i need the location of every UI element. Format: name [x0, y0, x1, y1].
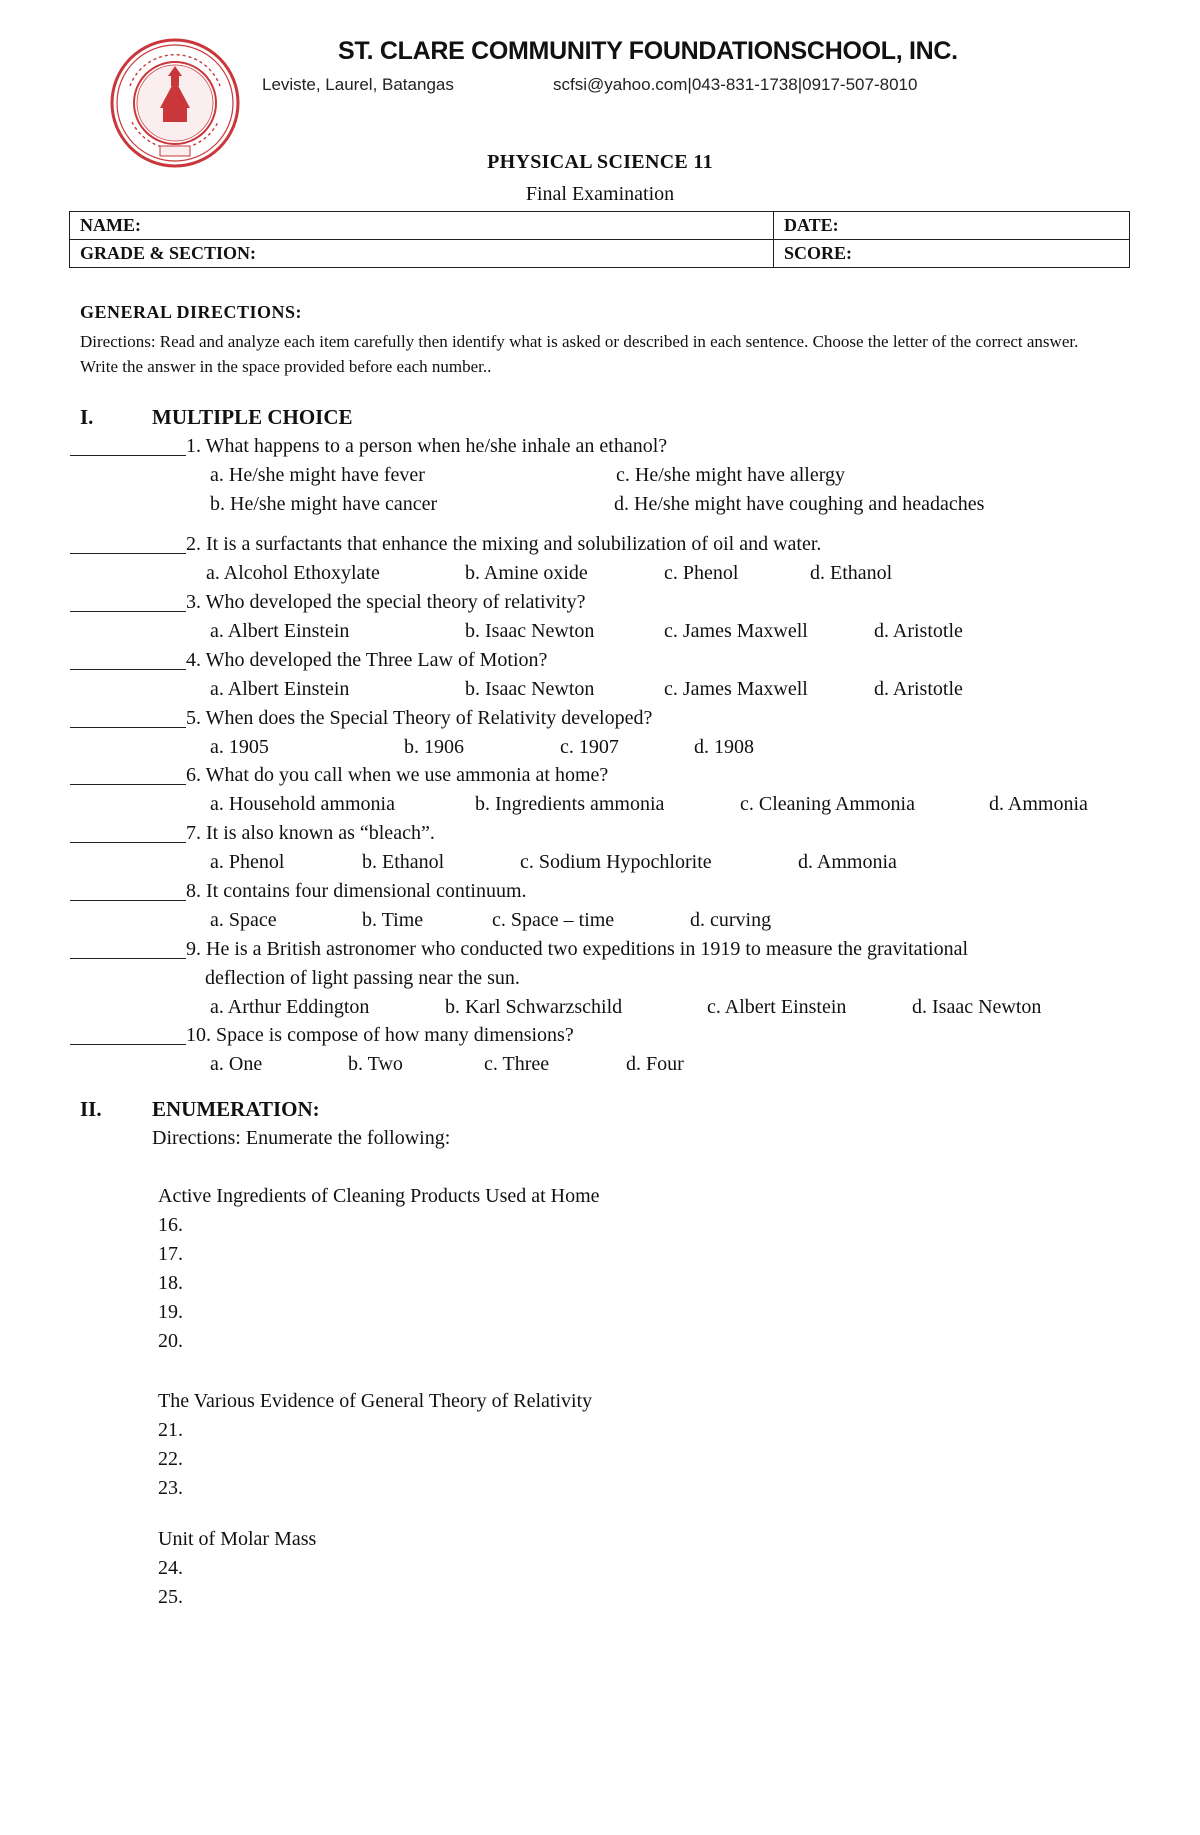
answer-option: a. Space	[210, 909, 277, 931]
answer-option: a. One	[210, 1053, 263, 1075]
answer-option: d. Ethanol	[810, 562, 893, 584]
answer-option: c. Phenol	[664, 562, 739, 584]
question-text-continuation: deflection of light passing near the sun.	[205, 967, 520, 989]
name-field[interactable]: NAME:	[70, 212, 774, 240]
section-2-number: II.	[80, 1097, 102, 1121]
answer-option: b. Ethanol	[362, 851, 445, 873]
answer-option: c. James Maxwell	[664, 620, 808, 642]
answer-option: d. Isaac Newton	[912, 996, 1042, 1018]
grade-section-field[interactable]: GRADE & SECTION:	[70, 240, 774, 268]
answer-blank[interactable]	[70, 455, 186, 456]
section-2-title: ENUMERATION:	[152, 1097, 320, 1121]
answer-option: c. Albert Einstein	[707, 996, 847, 1018]
general-directions-text: Directions: Read and analyze each item carefully then identify what is asked or described in each sentence. Choose the letter of the correct answer. Write the answer in the space provided before each number..	[80, 332, 1079, 376]
answer-option: d. 1908	[694, 736, 754, 758]
answer-option: b. Two	[348, 1053, 403, 1075]
answer-option: b. Isaac Newton	[465, 620, 595, 642]
answer-option: b. Time	[362, 909, 424, 931]
enumeration-item-number[interactable]: 19.	[158, 1301, 183, 1323]
enumeration-item-number[interactable]: 23.	[158, 1477, 183, 1499]
school-contact: scfsi@yahoo.com|043-831-1738|0917-507-8010	[553, 75, 918, 94]
question-text: 2. It is a surfactants that enhance the mixing and solubilization of oil and water.	[186, 533, 822, 555]
answer-option: c. James Maxwell	[664, 678, 808, 700]
enumeration-item-number[interactable]: 16.	[158, 1214, 183, 1236]
answer-option: a. Phenol	[210, 851, 285, 873]
enumeration-item-number[interactable]: 21.	[158, 1419, 183, 1441]
school-name: ST. CLARE COMMUNITY FOUNDATIONSCHOOL, INC.	[338, 37, 958, 65]
answer-option: c. He/she might have allergy	[616, 464, 846, 486]
answer-option: b. Karl Schwarzschild	[445, 996, 623, 1018]
question-text: 4. Who developed the Three Law of Motion?	[186, 649, 548, 671]
answer-blank[interactable]	[70, 611, 186, 612]
answer-option: d. He/she might have coughing and headaches	[614, 493, 985, 515]
enumeration-item-number[interactable]: 24.	[158, 1557, 183, 1579]
answer-option: c. Three	[484, 1053, 550, 1075]
answer-option: b. Ingredients ammonia	[475, 793, 665, 815]
answer-option: a. Household ammonia	[210, 793, 395, 815]
student-info-table	[69, 211, 1130, 268]
answer-option: a. Alcohol Ethoxylate	[206, 562, 380, 584]
answer-option: d. Ammonia	[989, 793, 1088, 815]
question-text: 5. When does the Special Theory of Relativity developed?	[186, 707, 653, 729]
answer-option: c. Cleaning Ammonia	[740, 793, 915, 815]
answer-blank[interactable]	[70, 958, 186, 959]
question-text: 3. Who developed the special theory of relativity?	[186, 591, 586, 613]
question-text: 1. What happens to a person when he/she inhale an ethanol?	[186, 435, 668, 457]
answer-option: d. Ammonia	[798, 851, 897, 873]
enumeration-heading: Unit of Molar Mass	[158, 1528, 317, 1550]
answer-option: a. Arthur Eddington	[210, 996, 370, 1018]
question-text: 7. It is also known as “bleach”.	[186, 822, 435, 844]
answer-option: b. Amine oxide	[465, 562, 588, 584]
answer-option: b. Isaac Newton	[465, 678, 595, 700]
answer-option: d. Aristotle	[874, 620, 963, 642]
subject-title: PHYSICAL SCIENCE 11	[487, 151, 713, 173]
answer-option: d. curving	[690, 909, 772, 931]
answer-blank[interactable]	[70, 1044, 186, 1045]
answer-blank[interactable]	[70, 900, 186, 901]
section-1-title: MULTIPLE CHOICE	[152, 405, 353, 429]
general-directions-title: GENERAL DIRECTIONS:	[80, 302, 303, 322]
answer-option: b. He/she might have cancer	[210, 493, 438, 515]
answer-option: a. Albert Einstein	[210, 678, 350, 700]
answer-option: d. Four	[626, 1053, 684, 1075]
answer-option: c. Space – time	[492, 909, 615, 931]
answer-option: c. 1907	[560, 736, 619, 758]
answer-option: b. 1906	[404, 736, 464, 758]
enumeration-item-number[interactable]: 25.	[158, 1586, 183, 1608]
enumeration-item-number[interactable]: 18.	[158, 1272, 183, 1294]
question-text: 6. What do you call when we use ammonia at home?	[186, 764, 609, 786]
enumeration-heading: The Various Evidence of General Theory of Relativity	[158, 1390, 593, 1412]
answer-blank[interactable]	[70, 553, 186, 554]
question-text: 9. He is a British astronomer who conducted two expeditions in 1919 to measure the gravitational	[186, 938, 969, 960]
answer-option: a. Albert Einstein	[210, 620, 350, 642]
question-text: 10. Space is compose of how many dimensions?	[186, 1024, 574, 1046]
exam-title: Final Examination	[525, 183, 675, 205]
answer-option: a. 1905	[210, 736, 269, 758]
school-address: Leviste, Laurel, Batangas	[262, 75, 454, 94]
answer-blank[interactable]	[70, 669, 186, 670]
section-2-directions: Directions: Enumerate the following:	[152, 1127, 451, 1149]
answer-option: c. Sodium Hypochlorite	[520, 851, 712, 873]
answer-option: a. He/she might have fever	[210, 464, 425, 486]
answer-blank[interactable]	[70, 784, 186, 785]
answer-blank[interactable]	[70, 727, 186, 728]
enumeration-heading: Active Ingredients of Cleaning Products Used at Home	[158, 1185, 600, 1207]
enumeration-item-number[interactable]: 22.	[158, 1448, 183, 1470]
section-1-number: I.	[80, 405, 94, 429]
answer-blank[interactable]	[70, 842, 186, 843]
date-field[interactable]: DATE:	[774, 212, 1130, 240]
school-seal-logo	[108, 36, 242, 170]
answer-option: d. Aristotle	[874, 678, 963, 700]
enumeration-item-number[interactable]: 20.	[158, 1330, 183, 1352]
enumeration-item-number[interactable]: 17.	[158, 1243, 183, 1265]
question-text: 8. It contains four dimensional continuum.	[186, 880, 527, 902]
score-field[interactable]: SCORE:	[774, 240, 1130, 268]
